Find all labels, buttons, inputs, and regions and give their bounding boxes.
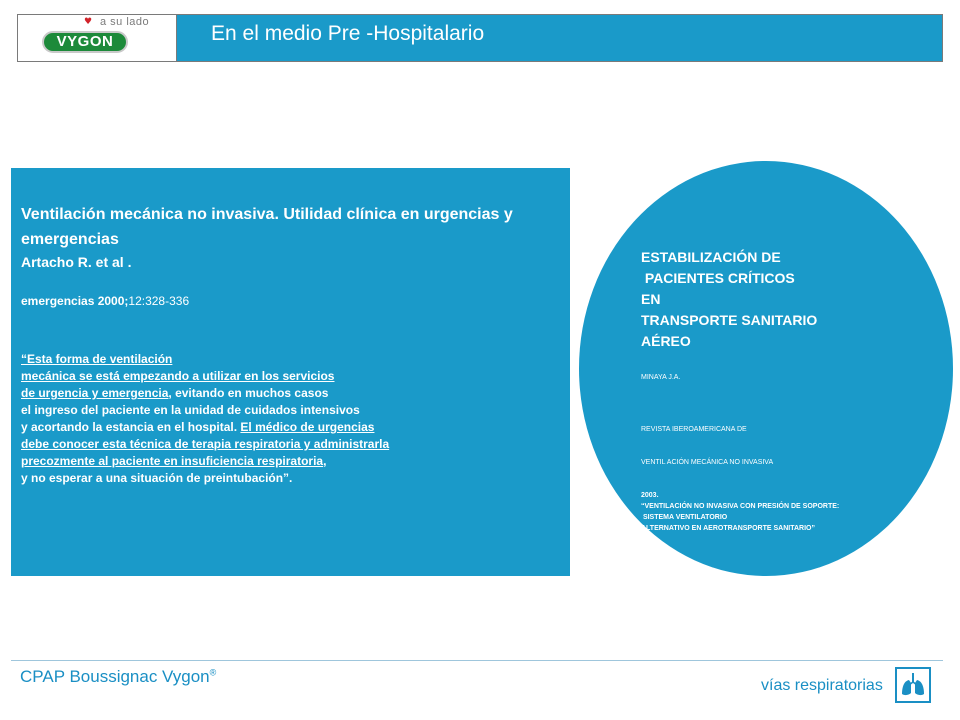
quote-line: y acortando la estancia en el hospital. El médico de urgencias: [21, 420, 375, 434]
footer-category: vías respiratorias: [761, 677, 883, 694]
reference-circle: [579, 161, 953, 576]
heart-icon: ♥: [84, 17, 93, 27]
article-title: Ventilación mecánica no invasiva. Utilidad clínica en urgencias y emergencias: [21, 206, 513, 248]
article-journal: [21, 294, 189, 308]
logo-text: VYGON: [56, 33, 114, 50]
journal-pages: 12:328-336: [128, 294, 190, 308]
quote-line: de urgencia y emergencia, evitando en muchos casos: [21, 386, 329, 400]
page-title: En el medio Pre -Hospitalario: [211, 22, 485, 45]
footer-product: CPAP Boussignac Vygon®: [20, 667, 217, 686]
quote-line: y no esperar a una situación de preintubación”.: [21, 471, 293, 485]
quote-line: el ingreso del paciente en la unidad de cuidados intensivos: [21, 403, 360, 417]
quote-line: debe conocer esta técnica de terapia respiratoria y administrarla: [21, 437, 390, 451]
logo-badge: [42, 31, 128, 53]
header-bar: [17, 14, 943, 62]
article-panel: [11, 168, 570, 576]
quote-line: “Esta forma de ventilación: [21, 352, 173, 366]
quote-line: mecánica se está empezando a utilizar en los servicios: [21, 369, 335, 383]
article-author: Artacho R. et al .: [21, 254, 132, 270]
journal-name: emergencias 2000;: [21, 294, 129, 308]
article-quote: [21, 351, 566, 487]
footer-divider: [11, 660, 943, 661]
vygon-logo: [18, 15, 177, 61]
lungs-icon: [895, 667, 931, 703]
circle-reference: REVISTA IBEROAMERICANA DE VENTIL ACIÓN MECÁNICA NO INVASIVA 2003. “VENTILACIÓN NO INVASIVA CON PRESIÓN DE SOPORTE: SISTEMA VENTILATORIO ALTERNATIVO EN AEROTRANSPORTE SANITARIO”: [641, 426, 840, 532]
circle-author: MINAYA J.A.: [641, 374, 681, 381]
logo-tagline: a su lado: [100, 16, 150, 28]
quote-line: precozmente al paciente en insuficiencia respiratoria,: [21, 454, 327, 468]
circle-heading: ESTABILIZACIÓN DE PACIENTES CRÍTICOS EN TRANSPORTE SANITARIO AÉREO: [641, 249, 818, 349]
